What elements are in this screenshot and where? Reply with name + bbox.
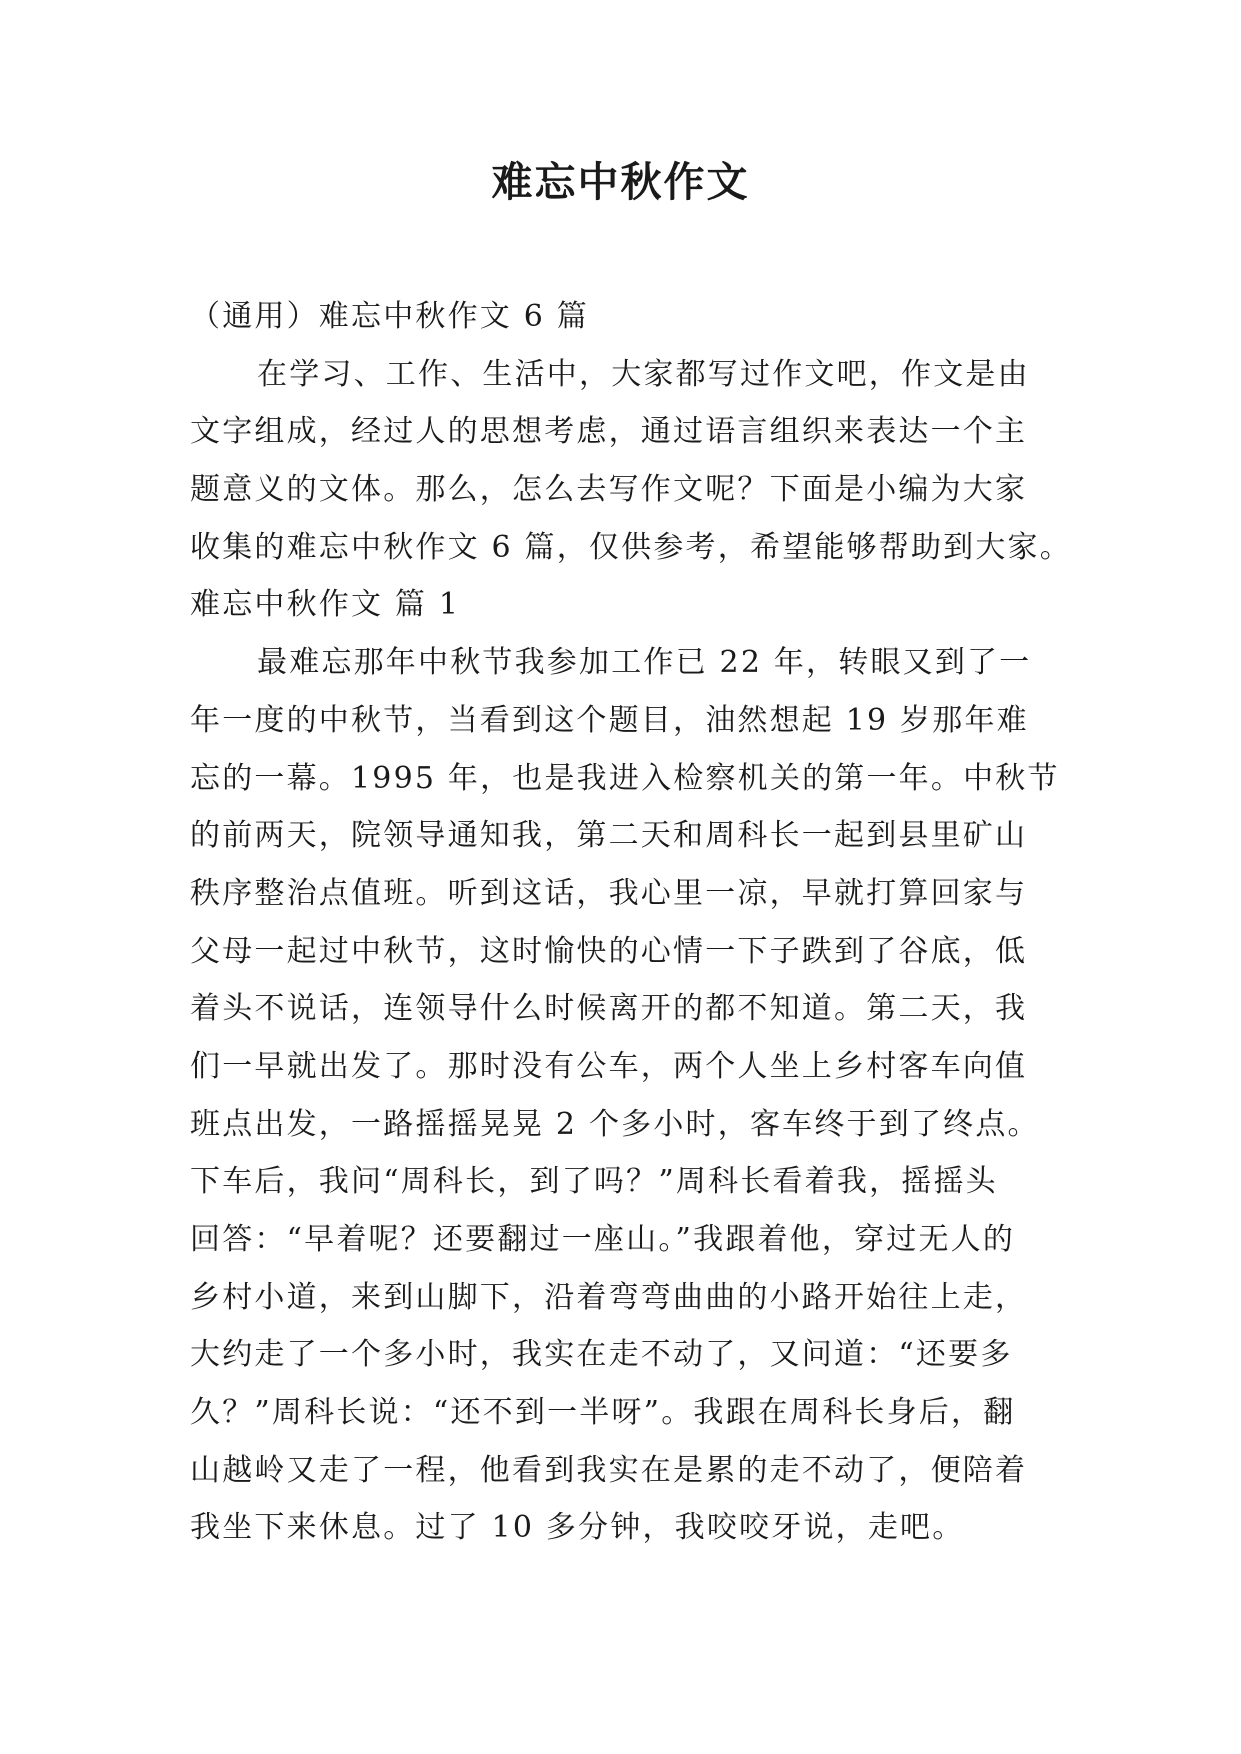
text-line: 久？”周科长说：“还不到一半呀”。我跟在周科长身后，翻: [190, 1395, 1016, 1431]
text-line: 父母一起过中秋节，这时愉快的心情一下子跌到了谷底，低: [190, 933, 1028, 969]
document-title: 难忘中秋作文: [491, 158, 750, 206]
text-line: 难忘中秋作文 篇 1: [190, 587, 461, 623]
text-line: 着头不说话，连领导什么时候离开的都不知道。第二天，我: [190, 991, 1028, 1027]
text-line: 们一早就出发了。那时没有公车，两个人坐上乡村客车向值: [190, 1048, 1028, 1084]
text-line: 年一度的中秋节，当看到这个题目，油然想起 19 岁那年难: [190, 702, 1029, 738]
document-body: [190, 288, 1072, 1557]
text-line: 最难忘那年中秋节我参加工作已 22 年，转眼又到了一: [257, 645, 1032, 681]
text-line: 下车后，我问“周科长，到了吗？”周科长看着我，摇摇头: [190, 1164, 998, 1200]
text-line: 乡村小道，来到山脚下，沿着弯弯曲曲的小路开始往上走，: [190, 1279, 1028, 1315]
text-line: 我坐下来休息。过了 10 多分钟，我咬咬牙说，走吧。: [190, 1510, 965, 1546]
text-line: 大约走了一个多小时，我实在走不动了，又问道：“还要多: [190, 1337, 1013, 1373]
text-line: 收集的难忘中秋作文 6 篇，仅供参考，希望能够帮助到大家。: [190, 529, 1072, 565]
text-line: （通用）难忘中秋作文 6 篇: [190, 299, 589, 334]
text-line: 山越岭又走了一程，他看到我实在是累的走不动了，便陪着: [190, 1452, 1028, 1488]
text-line: 班点出发，一路摇摇晃晃 2 个多小时，客车终于到了终点。: [190, 1106, 1040, 1142]
text-line: 在学习、工作、生活中，大家都写过作文吧，作文是由: [257, 356, 1030, 392]
text-line: 题意义的文体。那么，怎么去写作文呢？下面是小编为大家: [190, 472, 1028, 508]
text-line: 的前两天，院领导通知我，第二天和周科长一起到县里矿山: [190, 818, 1028, 854]
text-line: 文字组成，经过人的思想考虑，通过语言组织来表达一个主: [190, 414, 1028, 450]
text-line: 回答：“早着呢？还要翻过一座山。”我跟着他，穿过无人的: [190, 1222, 1016, 1257]
text-line: 忘的一幕。1995 年，也是我进入检察机关的第一年。中秋节: [190, 760, 1060, 796]
text-line: 秩序整治点值班。听到这话，我心里一凉，早就打算回家与: [190, 875, 1028, 911]
